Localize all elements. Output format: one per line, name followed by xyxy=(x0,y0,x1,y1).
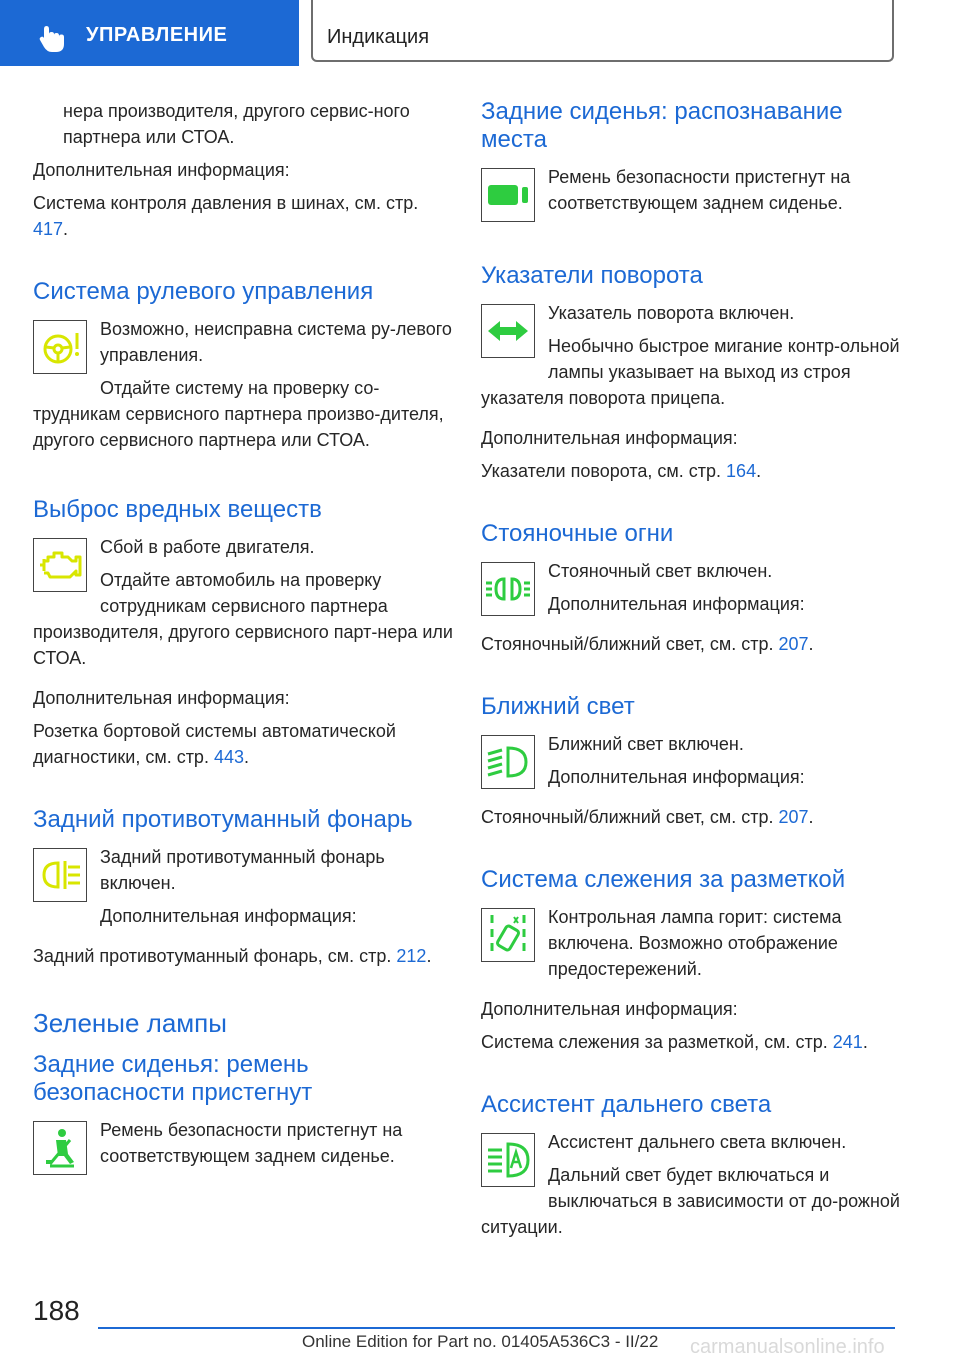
section-tab-control[interactable] xyxy=(0,0,299,66)
parking-ref: Стояночный/ближний свет, см. стр. 207. xyxy=(481,634,814,654)
page-link-212[interactable]: 212 xyxy=(396,946,427,966)
fog-ref: Задний противотуманный фонарь, см. стр. 212. xyxy=(33,946,432,966)
fog-desc-1: Задний противотуманный фонарь включен. xyxy=(100,847,385,893)
intro-more-info: Дополнительная информация: xyxy=(33,160,290,180)
parking-light-icon xyxy=(481,562,535,616)
page-link-443[interactable]: 443 xyxy=(213,747,245,767)
belt-desc: Ремень безопасности пристегнут на соответствующем заднем сиденье. xyxy=(100,1120,403,1166)
chapter-tab-indicators[interactable] xyxy=(311,0,894,62)
page-link-207-b[interactable]: 207 xyxy=(778,807,809,827)
lane-ref: Система слежения за разметкой, см. стр. 241. xyxy=(481,1032,868,1052)
watermark: carmanualsonline.info xyxy=(690,1336,885,1358)
steering-desc-2: Отдайте систему на проверку со-трудникам сервисного партнера произво-дителя, другого сервисного партнера или СТОА. xyxy=(33,378,444,450)
turn-ref: Указатели поворота, см. стр. 164. xyxy=(481,461,762,481)
entry-rear-belt xyxy=(33,1117,453,1179)
page-link-417[interactable]: 417 xyxy=(33,219,64,239)
low-beam-icon xyxy=(481,735,535,789)
lowbeam-desc-1: Ближний свет включен. xyxy=(548,734,744,754)
turn-signal-arrows-icon xyxy=(481,304,535,358)
entry-seat-detect xyxy=(481,164,901,226)
heading-green-lamps: Зеленые лампы xyxy=(33,1008,227,1038)
seat-occupancy-icon xyxy=(481,168,535,222)
seat-desc: Ремень безопасности пристегнут на соответствующем заднем сиденье. xyxy=(548,167,851,213)
highbeam-desc-2: Дальний свет будет включаться и выключаться в зависимости от до-рожной ситуации. xyxy=(481,1165,900,1237)
heading-rear-fog: Задний противотуманный фонарь xyxy=(33,806,413,833)
page-link-207-a[interactable]: 207 xyxy=(778,634,809,654)
page-link-241[interactable]: 241 xyxy=(832,1032,863,1052)
emission-desc-2: Отдайте автомобиль на проверку сотрудникам сервисного партнера производителя, другого сервисного парт-нера или СТОА. xyxy=(33,570,453,668)
entry-low-beam xyxy=(481,731,901,797)
lowbeam-ref: Стояночный/ближний свет, см. стр. 207. xyxy=(481,807,814,827)
page-number: 188 xyxy=(33,1295,80,1326)
emission-obd-ref: Розетка бортовой системы автоматической диагностики, см. стр. 443. xyxy=(33,721,396,767)
rear-fog-light-icon xyxy=(33,848,87,902)
heading-emission: Выброс вредных веществ xyxy=(33,496,322,523)
heading-low-beam: Ближний свет xyxy=(481,693,635,720)
heading-lane-departure: Система слежения за разметкой xyxy=(481,866,846,893)
entry-parking-lights xyxy=(481,558,901,624)
high-beam-assist-icon xyxy=(481,1133,535,1187)
heading-seat-detect: Задние сиденья: распознавание места xyxy=(481,98,843,153)
fog-more-info: Дополнительная информация: xyxy=(100,906,357,926)
highbeam-desc-1: Ассистент дальнего света включен. xyxy=(548,1132,847,1152)
lane-departure-icon xyxy=(481,908,535,962)
steering-warning-icon xyxy=(33,320,87,374)
heading-rear-belt: Задние сиденья: ремень безопасности пристегнут xyxy=(33,1051,313,1106)
entry-lane-departure xyxy=(481,904,901,989)
emission-desc-1: Сбой в работе двигателя. xyxy=(100,537,315,557)
engine-warning-icon xyxy=(33,538,87,592)
right-column xyxy=(481,98,901,1254)
edition-note: Online Edition for Part no. 01405A536C3 - II/22 xyxy=(302,1332,659,1351)
hand-pointer-icon xyxy=(36,20,70,54)
entry-turn-signals xyxy=(481,300,901,418)
entry-rear-fog xyxy=(33,844,453,936)
section-tab-label: УПРАВЛЕНИЕ xyxy=(86,24,228,46)
seatbelt-icon xyxy=(33,1121,87,1175)
entry-steering xyxy=(33,316,453,460)
steering-desc-1: Возможно, неисправна система ру-левого управления. xyxy=(100,319,452,365)
heading-parking-lights: Стояночные огни xyxy=(481,520,674,547)
intro-paragraph: нера производителя, другого сервис-ного партнера или СТОА. xyxy=(63,101,410,147)
heading-high-beam-assist: Ассистент дальнего света xyxy=(481,1091,772,1118)
parking-desc-1: Стояночный свет включен. xyxy=(548,561,773,581)
intro-tpms-ref: Система контроля давления в шинах, см. стр. 417. xyxy=(33,193,419,239)
entry-emission xyxy=(33,534,453,678)
turn-desc-1: Указатель поворота включен. xyxy=(548,303,795,323)
turn-more-info: Дополнительная информация: xyxy=(481,428,738,448)
page-link-164[interactable]: 164 xyxy=(726,461,757,481)
parking-more-info: Дополнительная информация: xyxy=(548,594,805,614)
emission-more-info: Дополнительная информация: xyxy=(33,688,290,708)
footer-divider xyxy=(98,1327,895,1329)
lane-desc-1: Контрольная лампа горит: система включена. Возможно отображение предостережений. xyxy=(548,907,842,979)
heading-turn-signals: Указатели поворота xyxy=(481,262,703,289)
heading-steering: Система рулевого управления xyxy=(33,278,374,305)
lane-more-info: Дополнительная информация: xyxy=(481,999,738,1019)
lowbeam-more-info: Дополнительная информация: xyxy=(548,767,805,787)
turn-desc-2: Необычно быстрое мигание контр-ольной лампы указывает на выход из строя указателя поворота прицепа. xyxy=(481,336,900,408)
chapter-tab-label: Индикация xyxy=(327,26,430,48)
left-column xyxy=(33,98,453,1186)
entry-high-beam-assist xyxy=(481,1129,901,1247)
